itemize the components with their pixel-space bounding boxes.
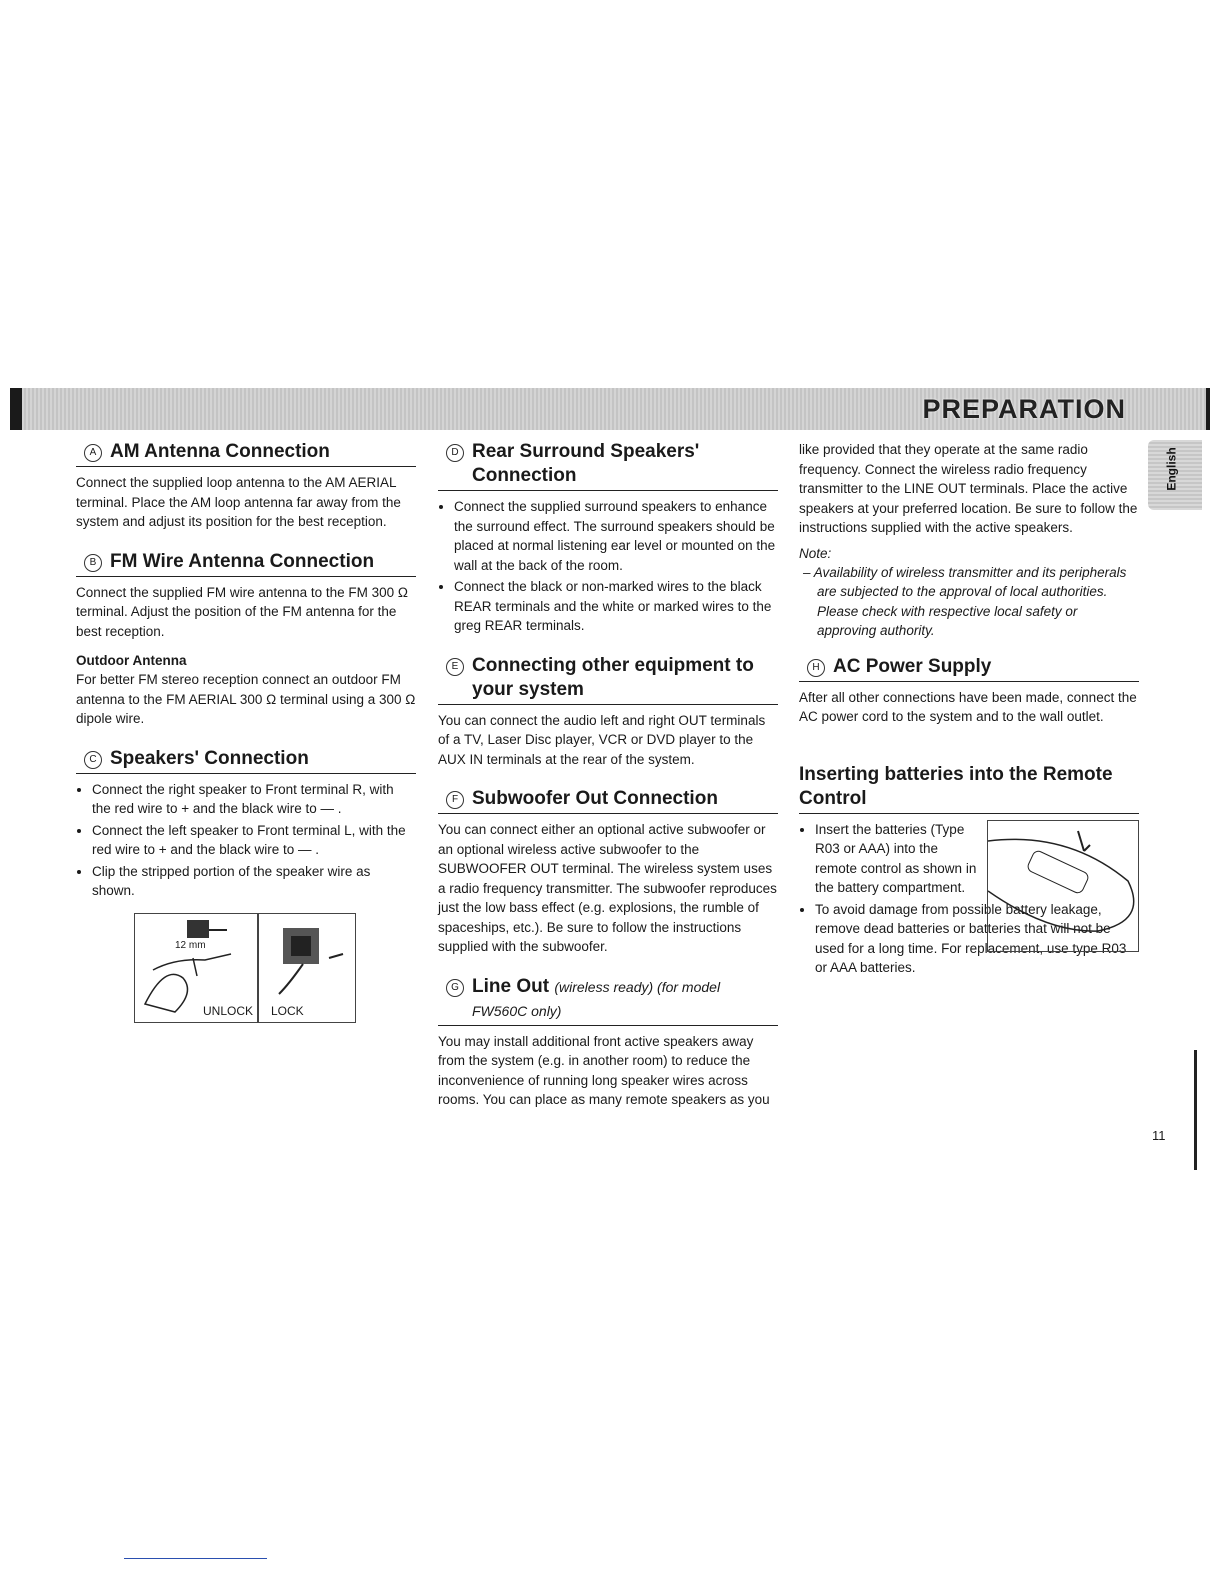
- lock-panel: [258, 913, 356, 1023]
- paragraph: For better FM stereo reception connect an outdoor FM antenna to the FM AERIAL 300 Ω terminal using a 300 Ω dipole wire.: [76, 672, 416, 726]
- section-badge: E: [446, 658, 464, 676]
- section-badge: C: [84, 751, 102, 769]
- paragraph: You can connect the audio left and right OUT terminals of a TV, Laser Disc player, VCR or DVD player to the AUX IN terminals at the rear of the system.: [438, 712, 766, 767]
- section-heading: [76, 440, 416, 467]
- section-subwoofer: [438, 787, 778, 957]
- list-item: • Connect the black or non-marked wires to the black REAR terminals and the white or marked wires to the greg REAR terminals.: [454, 577, 778, 636]
- heading-text: FM Wire Antenna Connection: [110, 550, 375, 572]
- column-1: [76, 440, 416, 1041]
- heading-text: AM Antenna Connection: [110, 441, 330, 462]
- list-item: • Connect the supplied surround speakers to enhance the surround effect. The surround speakers should be placed at normal listening ear level or mounted on the wall at the back of the room.: [454, 497, 778, 575]
- note-label: Note:: [799, 545, 832, 561]
- paragraph: Connect the supplied loop antenna to the AM AERIAL terminal. Place the AM loop antenna far away from the system and adjust its position for the best reception.: [76, 475, 401, 529]
- heading-text: Inserting batteries into the Remote Control: [799, 763, 1113, 809]
- heading-main: Line Out: [472, 975, 550, 997]
- paragraph: like provided that they operate at the same radio frequency. Connect the wireless radio frequency transmitter to the LINE OUT terminals. Place the active speakers at your preferred location. Be sure to follow the instructions supplied with the active speakers.: [799, 442, 1138, 535]
- section-heading: [438, 975, 778, 1026]
- list-item: • Connect the right speaker to Front terminal R, with the red wire to + and the black wire to — .: [92, 780, 416, 819]
- section-batteries: [799, 763, 1139, 978]
- language-label: English: [1164, 447, 1179, 491]
- list-item: • Insert the batteries (Type R03 or AAA) into the remote control as shown in the battery compartment.: [815, 820, 979, 898]
- section-badge: D: [446, 444, 464, 462]
- banner-left-bar: [10, 388, 22, 430]
- column-2: [438, 440, 778, 1128]
- bullet-list: [76, 780, 416, 901]
- list-item: • To avoid damage from possible battery leakage, remove dead batteries or batteries that will not be used for a long time. For replacement, use type R03 or AAA batteries.: [815, 900, 1139, 978]
- paragraph: You can connect either an optional active subwoofer or an optional wireless active subwoofer to the SUBWOOFER OUT terminal. The wireless system uses a radio frequency transmitter. The subwoofer reproduces just the low bass effect (e.g. explosions, the rumble of spaceships, etc.). Be sure to follow the instructions supplied with the subwoofer.: [438, 822, 777, 954]
- section-heading: [799, 655, 1139, 682]
- section-badge: H: [807, 659, 825, 677]
- section-speakers: [76, 747, 416, 1023]
- section-ac-power: [799, 655, 1139, 727]
- edge-rule: [1194, 1050, 1197, 1170]
- section-title: PREPARATION: [922, 394, 1126, 424]
- section-heading: [76, 747, 416, 774]
- speaker-wire-figure: [134, 913, 356, 1023]
- section-line-out: [438, 975, 778, 1110]
- footnote-rule: [124, 1558, 267, 1559]
- section-badge: G: [446, 979, 464, 997]
- remote-illustration: [988, 821, 1138, 951]
- section-heading: [438, 440, 778, 491]
- lock-label: LOCK: [271, 1003, 304, 1018]
- battery-content: [799, 820, 1139, 978]
- section-heading: [438, 654, 778, 705]
- heading-text: Connecting other equipment to your system: [472, 654, 754, 700]
- section-fm-antenna: [76, 550, 416, 729]
- section-other-equipment: [438, 654, 778, 770]
- heading-text: Speakers' Connection: [110, 747, 309, 769]
- section-banner: [10, 388, 1210, 430]
- heading-text: AC Power Supply: [833, 655, 992, 677]
- heading-subtitle: (wireless ready) (for model FW560C only): [472, 978, 721, 1019]
- section-badge: F: [446, 791, 464, 809]
- remote-battery-figure: [987, 820, 1139, 952]
- column-3: [799, 440, 1139, 996]
- paragraph: After all other connections have been made, connect the AC power cord to the system and to the wall outlet.: [799, 689, 1137, 724]
- section-heading: [799, 763, 1139, 814]
- section-badge: B: [84, 554, 102, 572]
- banner-right-bar: [1206, 388, 1210, 430]
- section-badge: A: [84, 444, 102, 462]
- unlock-label: UNLOCK: [202, 1003, 253, 1018]
- unlock-panel: [134, 913, 258, 1023]
- heading-text: Rear Surround Speakers' Connection: [472, 441, 700, 486]
- note-text: – Availability of wireless transmitter and its peripherals are subjected to the approval of local authorities. Please check with respective local safety or approving authority.: [803, 564, 1127, 638]
- section-rear-surround: [438, 440, 778, 636]
- section-heading: [438, 787, 778, 814]
- paragraph: You may install additional front active speakers away from the system (e.g. in another room) to reduce the inconvenience of running long speaker wires across rooms. You can place as many remote speakers as you: [438, 1033, 770, 1107]
- list-item: • Clip the stripped portion of the speaker wire as shown.: [92, 862, 416, 901]
- wire-length-label: 12 mm: [175, 939, 206, 951]
- heading-text: [472, 975, 778, 1023]
- page-number: 11: [1152, 1128, 1166, 1143]
- paragraph: Connect the supplied FM wire antenna to the FM 300 Ω terminal. Adjust the position of the FM antenna for the best reception.: [76, 584, 409, 639]
- section-heading: [76, 550, 416, 577]
- section-am-antenna: [76, 440, 416, 532]
- language-tab: [1148, 440, 1202, 510]
- bullet-list: [438, 497, 778, 636]
- heading-text: Subwoofer Out Connection: [472, 788, 718, 809]
- subheading: Outdoor Antenna: [76, 653, 187, 668]
- list-item: • Connect the left speaker to Front terminal L, with the red wire to + and the black wire to — .: [92, 821, 416, 860]
